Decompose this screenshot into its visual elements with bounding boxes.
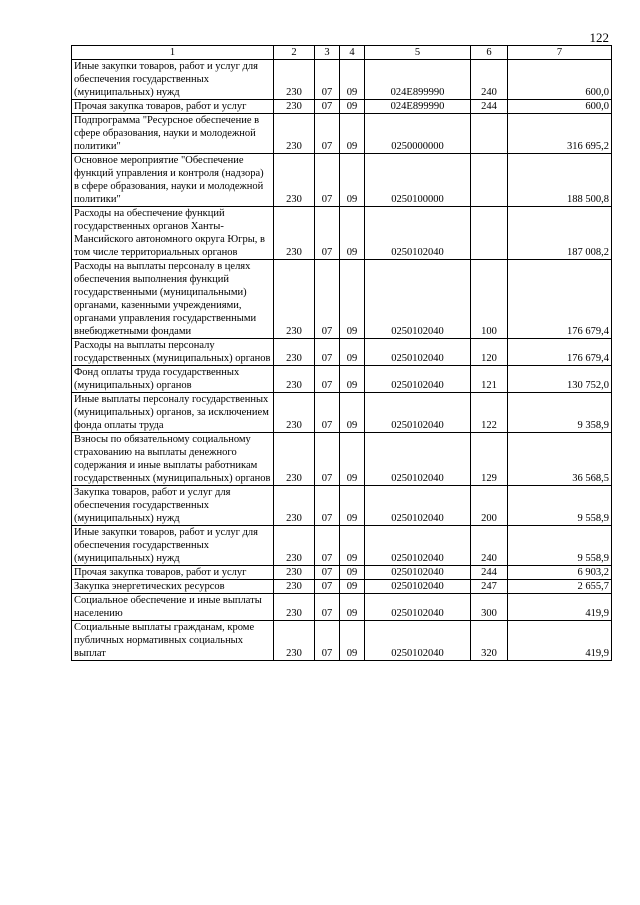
row-code-section: 07 bbox=[315, 114, 340, 154]
row-code-subsection: 09 bbox=[340, 207, 365, 260]
row-amount: 6 903,2 bbox=[508, 566, 612, 580]
row-name: Иные закупки товаров, работ и услуг для обеспечения государственных (муниципальных) нужд bbox=[72, 60, 274, 100]
row-name: Расходы на обеспечение функций государственных органов Ханты-Мансийского автономного округа Югры, в том числе территориальных органов bbox=[72, 207, 274, 260]
row-name: Подпрограмма "Ресурсное обеспечение в сфере образования, науки и молодежной политики" bbox=[72, 114, 274, 154]
header-col-1: 1 bbox=[72, 46, 274, 60]
row-amount: 176 679,4 bbox=[508, 260, 612, 339]
page-number: 122 bbox=[589, 30, 609, 45]
row-code-section: 07 bbox=[315, 433, 340, 486]
row-code-admin: 230 bbox=[274, 393, 315, 433]
row-code-admin: 230 bbox=[274, 366, 315, 393]
row-amount: 187 008,2 bbox=[508, 207, 612, 260]
row-code-target: 0250102040 bbox=[365, 393, 471, 433]
row-amount: 36 568,5 bbox=[508, 433, 612, 486]
row-code-expense-type bbox=[471, 114, 508, 154]
row-code-section: 07 bbox=[315, 393, 340, 433]
row-code-target: 0250102040 bbox=[365, 526, 471, 566]
row-code-admin: 230 bbox=[274, 60, 315, 100]
row-code-target: 0250102040 bbox=[365, 433, 471, 486]
row-code-subsection: 09 bbox=[340, 393, 365, 433]
row-code-subsection: 09 bbox=[340, 366, 365, 393]
row-code-section: 07 bbox=[315, 260, 340, 339]
row-code-expense-type: 240 bbox=[471, 526, 508, 566]
row-code-expense-type: 240 bbox=[471, 60, 508, 100]
row-code-target: 0250102040 bbox=[365, 621, 471, 661]
row-code-admin: 230 bbox=[274, 114, 315, 154]
row-code-section: 07 bbox=[315, 486, 340, 526]
row-code-section: 07 bbox=[315, 60, 340, 100]
header-col-2: 2 bbox=[274, 46, 315, 60]
row-code-expense-type: 129 bbox=[471, 433, 508, 486]
row-code-subsection: 09 bbox=[340, 60, 365, 100]
row-code-target: 0250100000 bbox=[365, 154, 471, 207]
row-code-subsection: 09 bbox=[340, 621, 365, 661]
row-code-section: 07 bbox=[315, 366, 340, 393]
row-name: Основное мероприятие "Обеспечение функций управления и контроля (надзора) в сфере образования, науки и молодежной политики" bbox=[72, 154, 274, 207]
row-code-expense-type: 121 bbox=[471, 366, 508, 393]
row-code-admin: 230 bbox=[274, 339, 315, 366]
row-code-admin: 230 bbox=[274, 154, 315, 207]
row-code-subsection: 09 bbox=[340, 566, 365, 580]
row-code-target: 024E899990 bbox=[365, 60, 471, 100]
row-code-subsection: 09 bbox=[340, 594, 365, 621]
row-code-target: 0250000000 bbox=[365, 114, 471, 154]
row-name: Социальное обеспечение и иные выплаты населению bbox=[72, 594, 274, 621]
row-code-expense-type: 247 bbox=[471, 580, 508, 594]
row-code-target: 0250102040 bbox=[365, 207, 471, 260]
row-code-admin: 230 bbox=[274, 486, 315, 526]
row-code-expense-type: 244 bbox=[471, 566, 508, 580]
budget-table bbox=[71, 45, 612, 661]
row-code-admin: 230 bbox=[274, 566, 315, 580]
table-row bbox=[72, 594, 612, 621]
row-code-target: 0250102040 bbox=[365, 580, 471, 594]
row-code-section: 07 bbox=[315, 566, 340, 580]
row-amount: 9 558,9 bbox=[508, 486, 612, 526]
row-name: Взносы по обязательному социальному страхованию на выплаты денежного содержания и иные выплаты работникам государственных (муниципальных) органов bbox=[72, 433, 274, 486]
table-row bbox=[72, 393, 612, 433]
row-code-admin: 230 bbox=[274, 526, 315, 566]
row-code-expense-type: 244 bbox=[471, 100, 508, 114]
row-code-admin: 230 bbox=[274, 580, 315, 594]
table-row bbox=[72, 486, 612, 526]
header-row bbox=[72, 46, 612, 60]
table-row bbox=[72, 621, 612, 661]
row-amount: 2 655,7 bbox=[508, 580, 612, 594]
header-col-4: 4 bbox=[340, 46, 365, 60]
row-amount: 600,0 bbox=[508, 100, 612, 114]
row-code-subsection: 09 bbox=[340, 260, 365, 339]
row-amount: 130 752,0 bbox=[508, 366, 612, 393]
row-name: Расходы на выплаты персоналу государственных (муниципальных) органов bbox=[72, 339, 274, 366]
header-col-7: 7 bbox=[508, 46, 612, 60]
row-code-expense-type: 122 bbox=[471, 393, 508, 433]
row-code-expense-type: 120 bbox=[471, 339, 508, 366]
header-col-6: 6 bbox=[471, 46, 508, 60]
row-amount: 9 358,9 bbox=[508, 393, 612, 433]
row-amount: 176 679,4 bbox=[508, 339, 612, 366]
row-code-section: 07 bbox=[315, 154, 340, 207]
row-code-admin: 230 bbox=[274, 207, 315, 260]
table-row bbox=[72, 114, 612, 154]
row-code-target: 0250102040 bbox=[365, 566, 471, 580]
row-name: Иные закупки товаров, работ и услуг для обеспечения государственных (муниципальных) нужд bbox=[72, 526, 274, 566]
table-row bbox=[72, 260, 612, 339]
table-row bbox=[72, 100, 612, 114]
header-col-3: 3 bbox=[315, 46, 340, 60]
table-row bbox=[72, 566, 612, 580]
row-code-subsection: 09 bbox=[340, 486, 365, 526]
row-code-expense-type bbox=[471, 154, 508, 207]
row-code-subsection: 09 bbox=[340, 154, 365, 207]
table-row bbox=[72, 526, 612, 566]
row-code-subsection: 09 bbox=[340, 526, 365, 566]
row-code-target: 0250102040 bbox=[365, 594, 471, 621]
row-code-section: 07 bbox=[315, 580, 340, 594]
row-code-expense-type: 100 bbox=[471, 260, 508, 339]
row-code-admin: 230 bbox=[274, 621, 315, 661]
table-row bbox=[72, 433, 612, 486]
row-name: Прочая закупка товаров, работ и услуг bbox=[72, 566, 274, 580]
row-amount: 600,0 bbox=[508, 60, 612, 100]
row-code-expense-type: 300 bbox=[471, 594, 508, 621]
table-row bbox=[72, 60, 612, 100]
row-code-admin: 230 bbox=[274, 100, 315, 114]
row-code-target: 0250102040 bbox=[365, 366, 471, 393]
table-row bbox=[72, 154, 612, 207]
row-code-section: 07 bbox=[315, 526, 340, 566]
row-amount: 419,9 bbox=[508, 621, 612, 661]
header-col-5: 5 bbox=[365, 46, 471, 60]
row-code-subsection: 09 bbox=[340, 433, 365, 486]
row-name: Закупка энергетических ресурсов bbox=[72, 580, 274, 594]
table-row bbox=[72, 366, 612, 393]
row-code-section: 07 bbox=[315, 339, 340, 366]
row-code-subsection: 09 bbox=[340, 114, 365, 154]
row-code-subsection: 09 bbox=[340, 580, 365, 594]
row-amount: 188 500,8 bbox=[508, 154, 612, 207]
row-amount: 419,9 bbox=[508, 594, 612, 621]
row-name: Иные выплаты персоналу государственных (муниципальных) органов, за исключением фонда оплаты труда bbox=[72, 393, 274, 433]
row-code-admin: 230 bbox=[274, 594, 315, 621]
row-code-expense-type bbox=[471, 207, 508, 260]
row-code-target: 0250102040 bbox=[365, 486, 471, 526]
row-code-target: 024E899990 bbox=[365, 100, 471, 114]
row-code-expense-type: 320 bbox=[471, 621, 508, 661]
row-code-section: 07 bbox=[315, 100, 340, 114]
row-name: Закупка товаров, работ и услуг для обеспечения государственных (муниципальных) нужд bbox=[72, 486, 274, 526]
row-amount: 9 558,9 bbox=[508, 526, 612, 566]
table-row bbox=[72, 580, 612, 594]
table-row bbox=[72, 339, 612, 366]
row-code-section: 07 bbox=[315, 207, 340, 260]
row-code-admin: 230 bbox=[274, 433, 315, 486]
row-code-target: 0250102040 bbox=[365, 339, 471, 366]
row-name: Социальные выплаты гражданам, кроме публичных нормативных социальных выплат bbox=[72, 621, 274, 661]
row-code-expense-type: 200 bbox=[471, 486, 508, 526]
table-row bbox=[72, 207, 612, 260]
row-code-subsection: 09 bbox=[340, 100, 365, 114]
row-code-admin: 230 bbox=[274, 260, 315, 339]
row-code-target: 0250102040 bbox=[365, 260, 471, 339]
row-amount: 316 695,2 bbox=[508, 114, 612, 154]
row-name: Прочая закупка товаров, работ и услуг bbox=[72, 100, 274, 114]
row-code-section: 07 bbox=[315, 594, 340, 621]
row-name: Расходы на выплаты персоналу в целях обеспечения выполнения функций государственными (муниципальными) органами, казенными учреждениями, органами управления государственными внебюджетными фондами bbox=[72, 260, 274, 339]
row-code-subsection: 09 bbox=[340, 339, 365, 366]
row-name: Фонд оплаты труда государственных (муниципальных) органов bbox=[72, 366, 274, 393]
row-code-section: 07 bbox=[315, 621, 340, 661]
